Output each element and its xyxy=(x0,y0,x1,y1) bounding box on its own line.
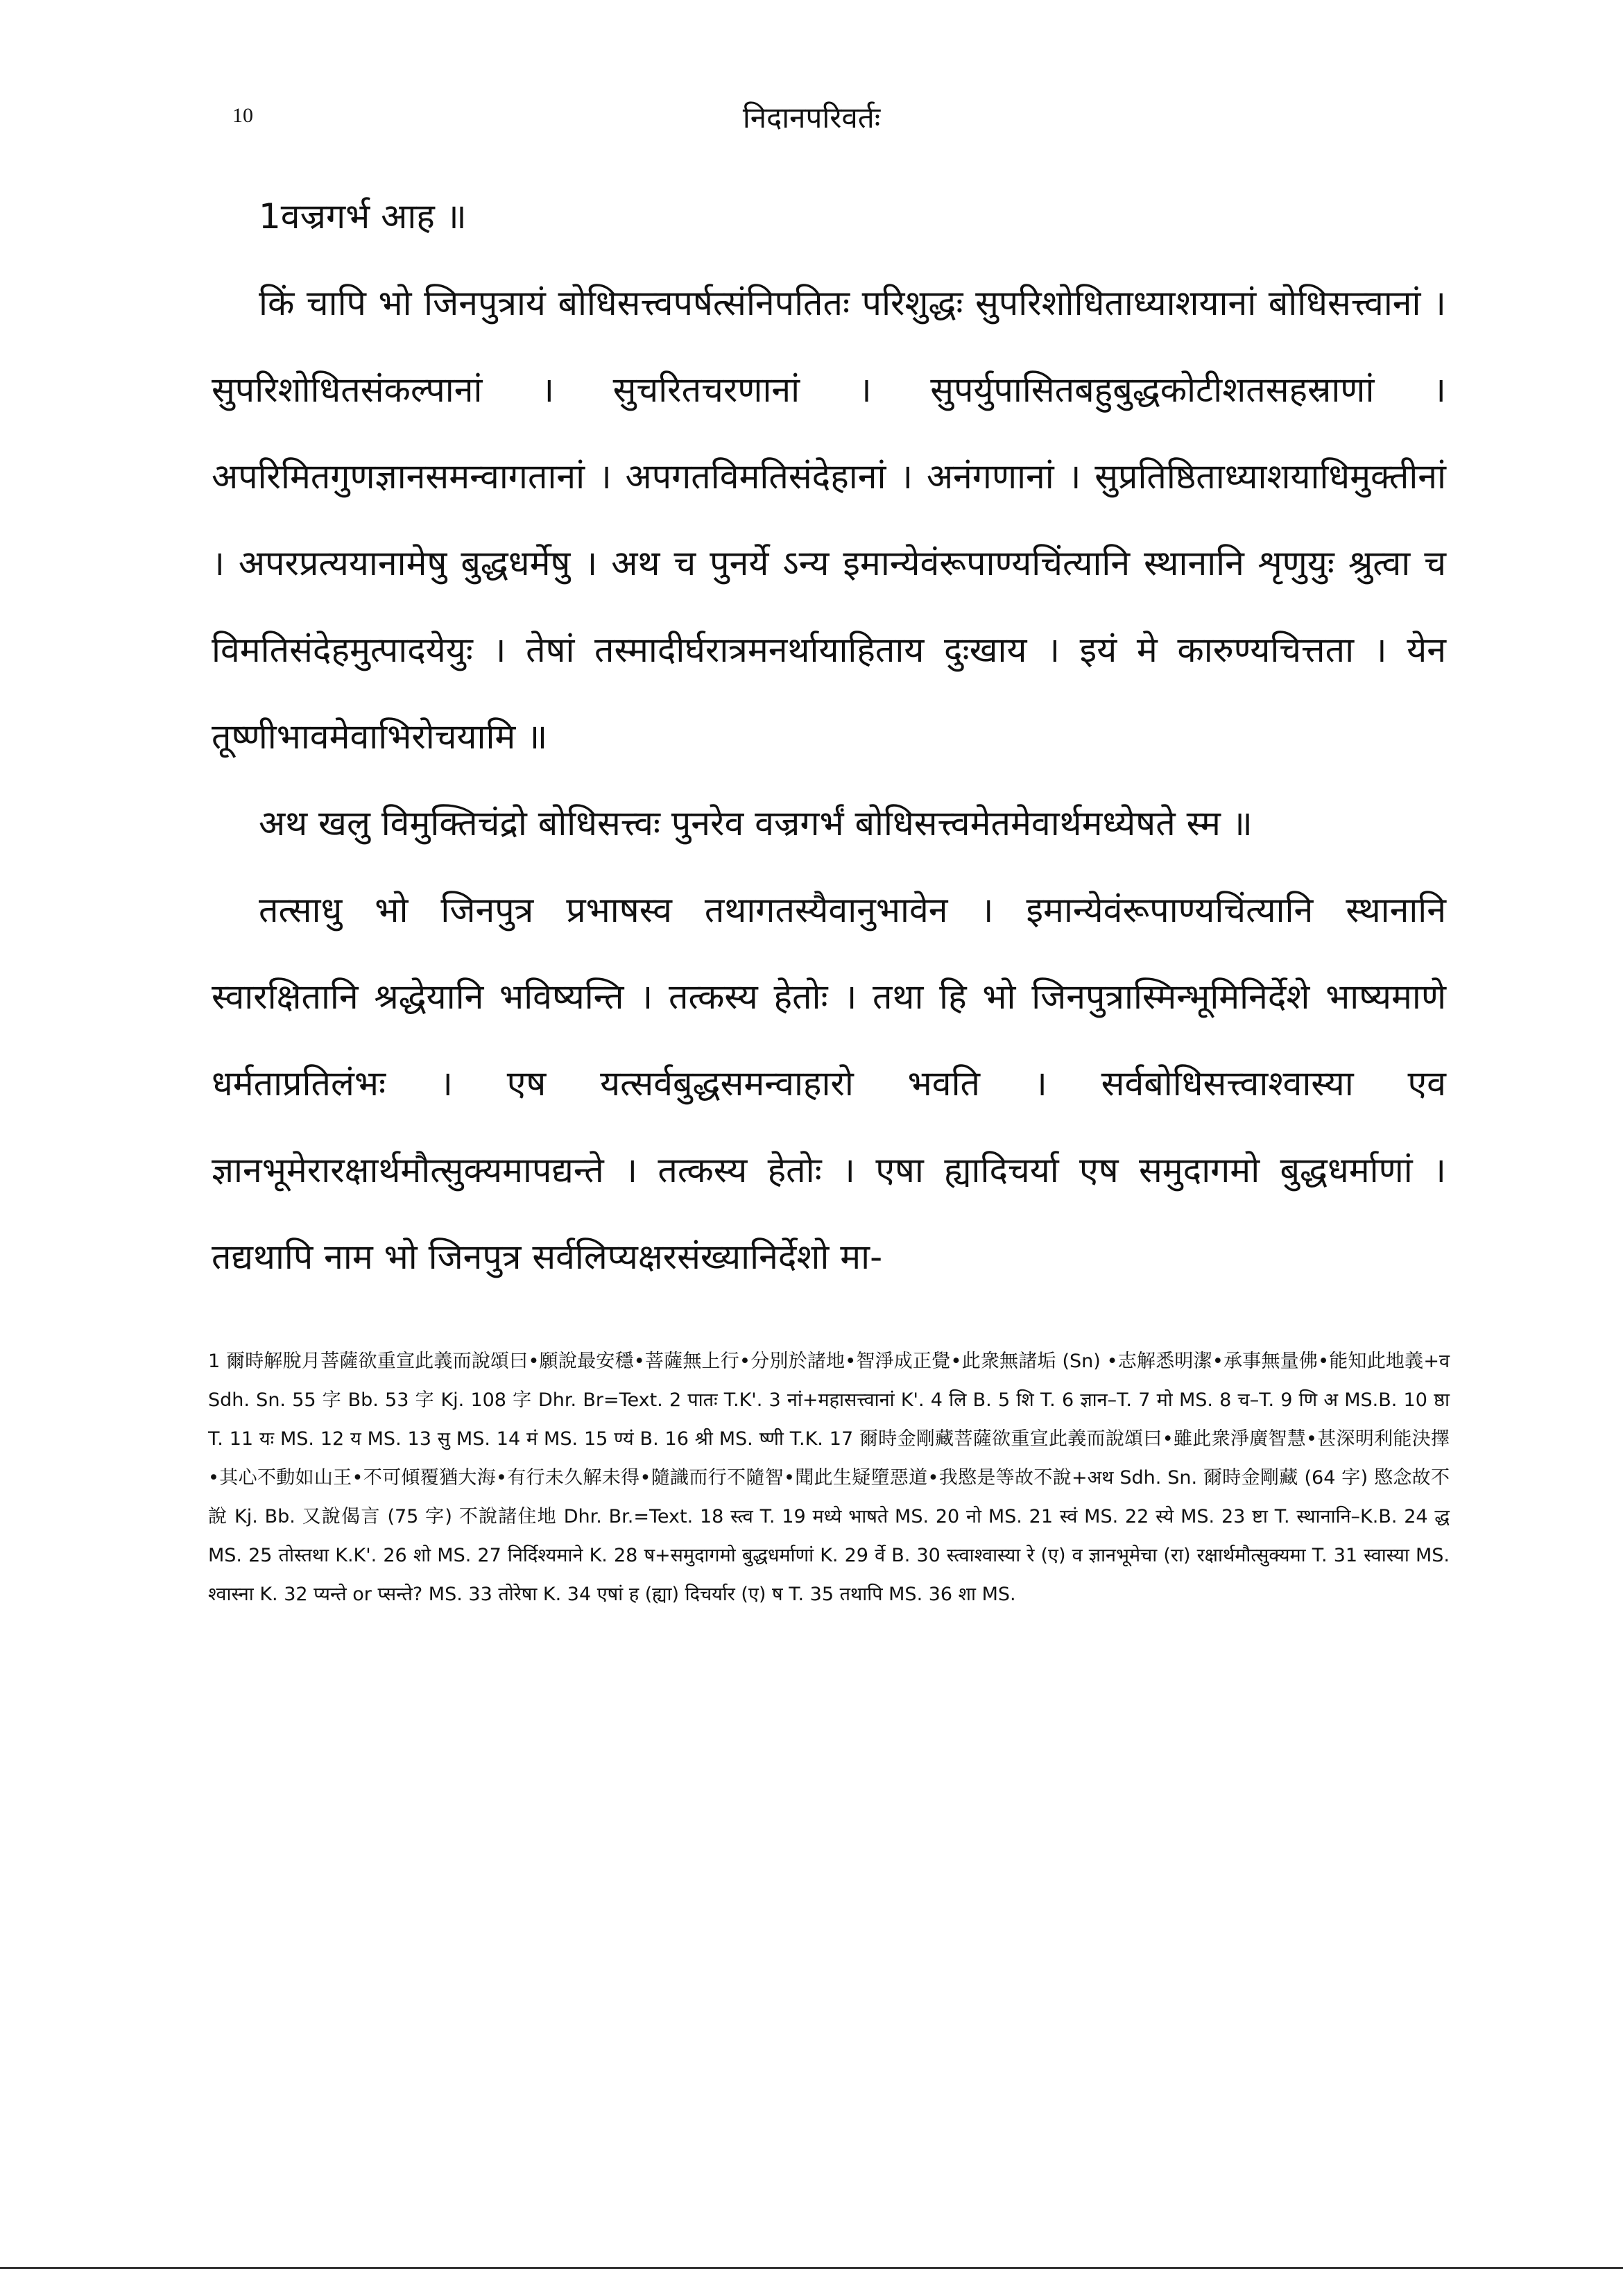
page-number: 10 xyxy=(232,104,253,127)
main-text-body xyxy=(212,173,1446,1301)
footnotes-apparatus xyxy=(208,1342,1450,1614)
paragraph-2: किं चापि भो जिनपुत्रायं बोधिसत्त्वपर्षत्संनिपतितः परिशुद्धः सुपरिशोधिताध्याशयानां बोधिसत्त्वानां । सुपरिशोधितसंकल्पानां । सुचरितचरणानां । सुपर्युपासितबहुबुद्धकोटीशतसहस्राणां । अपरिमितगुणज्ञानसमन्वागतानां । अपगतविमतिसंदेहानां । अनंगणानां । सुप्रतिष्ठिताध्याशयाधिमुक्तीनां । अपरप्रत्ययानामेषु बुद्धधर्मेषु । अथ च पुनर्ये ऽन्य इमान्येवंरूपाण्यचिंत्यानि स्थानानि शृणुयुः श्रुत्वा च विमतिसंदेहमुत्पादयेयुः । तेषां तस्मादीर्घरात्रमनर्थायाहिताय दुःखाय । इयं मे कारुण्यचित्तता । येन तूष्णीभावमेवाभिरोचयामि ॥ xyxy=(212,283,1446,757)
paragraph-3: अथ खलु विमुक्तिचंद्रो बोधिसत्त्वः पुनरेव वज्रगर्भं बोधिसत्त्वमेतमेवार्थमध्येषते स्म ॥ xyxy=(259,803,1253,843)
running-title: निदानपरिवर्तः xyxy=(742,101,881,135)
paragraph-4: तत्साधु भो जिनपुत्र प्रभाषस्व तथागतस्यैवानुभावेन । इमान्येवंरूपाण्यचिंत्यानि स्थानानि स्वारक्षितानि श्रद्धेयानि भविष्यन्ति । तत्कस्य हेतोः । तथा हि भो जिनपुत्रास्मिन्भूमिनिर्देशे भाष्यमाणे धर्मताप्रतिलंभः । एष यत्सर्वबुद्धसमन्वाहारो भवति । सर्वबोधिसत्त्वाश्वास्या एव ज्ञानभूमेरारक्षार्थमौत्सुक्यमापद्यन्ते । तत्कस्य हेतोः । एषा ह्यादिचर्या एष समुदागमो बुद्धधर्माणां । तद्यथापि नाम भो जिनपुत्र सर्वलिप्यक्षरसंख्यानिर्देशो मा- xyxy=(212,890,1446,1277)
bottom-rule xyxy=(0,2267,1623,2269)
footnote-block: 1 爾時解脫月菩薩欲重宣此義而說頌曰•願說最安穩•菩薩無上行•分別於諸地•智淨成正覺•此衆無諸垢 (Sn) •志解悉明潔•承事無量佛•能知此地義+व Sdh. Sn. 55 字 Bb. 53 字 Kj. 108 字 Dhr. Br=Text. 2 पातः T.K'. 3 नां+महासत्त्वानां K'. 4 लि B. 5 शि T. 6 ज्ञान–T. 7 मो MS. 8 च–T. 9 णि अ MS.B. 10 ष्ठा T. 11 यः MS. 12 य MS. 13 सु MS. 14 मं MS. 15 ण्यं B. 16 श्री MS. ष्णी T.K. 17 爾時金剛藏菩薩欲重宣此義而說頌曰•雖此衆淨廣智慧•甚深明利能決擇•其心不動如山王•不可傾覆猶大海•有行未久解未得•隨識而行不隨智•聞此生疑墮惡道•我愍是等故不說+अथ Sdh. Sn. 爾時金剛藏 (64 字) 愍念故不說 Kj. Bb. 又說偈言 (75 字) 不說諸住地 Dhr. Br.=Text. 18 स्त्व T. 19 मध्ये भाषते MS. 20 नो MS. 21 स्वं MS. 22 स्ये MS. 23 ष्टा T. स्थानानि–K.B. 24 द्ध MS. 25 तोस्तथा K.K'. 26 शो MS. 27 निर्दिश्यमाने K. 28 ष+समुदागमो बुद्धधर्माणां K. 29 र्वे B. 30 स्त्वाश्वास्या रे (ए) व ज्ञानभूमेचा (रा) रक्षार्थमौत्सुक्यमा T. 31 स्वास्या MS. श्वास्ना K. 32 प्यन्ते or प्सन्ते? MS. 33 तोरेषा K. 34 एषां ह (ह्या) दिचर्यार (ए) ष T. 35 तथापि MS. 36 शा MS. xyxy=(208,1351,1450,1605)
paragraph-1: 1वज्रगर्भ आह ॥ xyxy=(259,196,467,237)
